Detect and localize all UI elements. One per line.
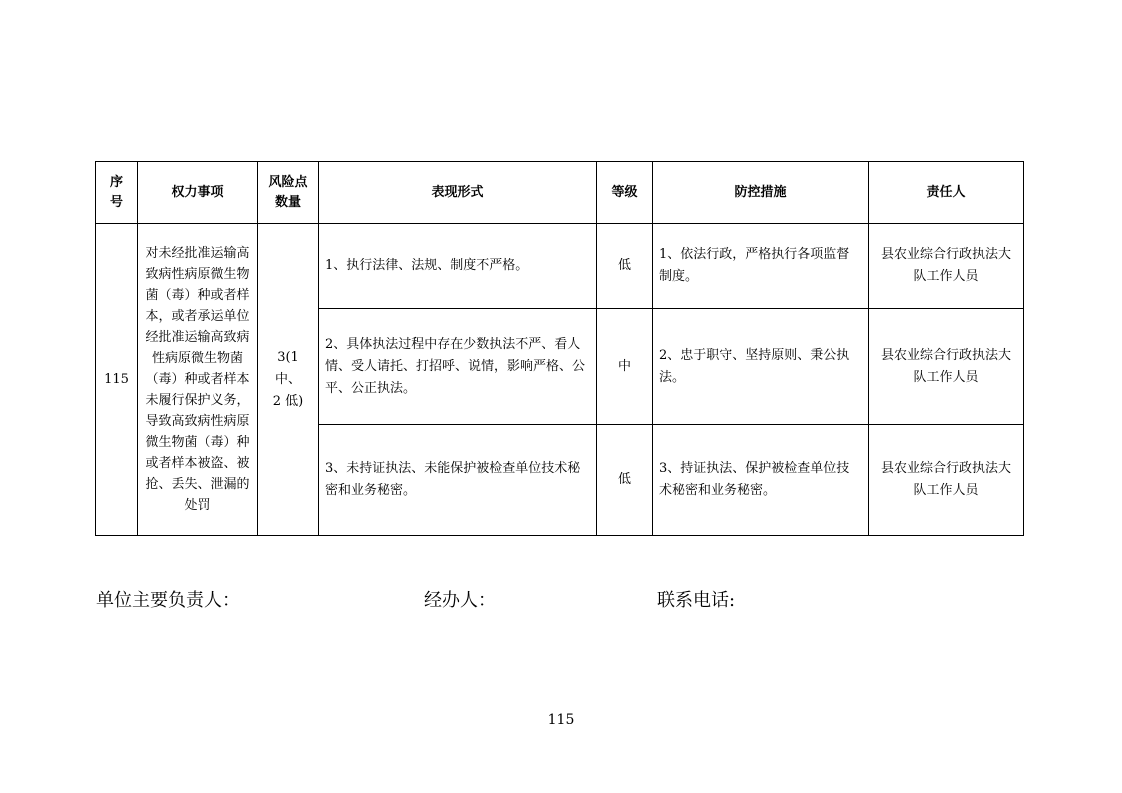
header-count-line-2: 数量 <box>274 194 301 210</box>
header-measure: 防控措施 <box>653 162 869 224</box>
header-item: 权力事项 <box>138 162 258 224</box>
header-no-line-1: 序 <box>109 174 123 190</box>
record-count-line-2: 2 低) <box>272 393 304 409</box>
risk-level-3: 低 <box>597 425 653 536</box>
record-no: 115 <box>96 224 138 536</box>
risk-level-1: 低 <box>597 224 653 309</box>
record-item: 对未经批准运输高致病性病原微生物菌（毒）种或者样本，或者承运单位经批准运输高致病性病原微生物菌（毒）种或者样本未履行保护义务，导致高致病性病原微生物菌（毒）种或者样本被盗、被抢、丢失、泄漏的处罚 <box>138 224 258 536</box>
risk-form-2: 2、具体执法过程中存在少数执法不严、看人情、受人请托、打招呼、说情，影响严格、公平、公正执法。 <box>319 309 597 425</box>
footer-phone-label: 联系电话: <box>657 590 736 611</box>
risk-measure-3: 3、持证执法、保护被检查单位技术秘密和业务秘密。 <box>653 425 869 536</box>
table-row <box>96 224 1024 309</box>
header-count <box>258 162 319 224</box>
header-person: 责任人 <box>869 162 1024 224</box>
table-header-row <box>96 162 1024 224</box>
header-no-line-2: 号 <box>109 194 123 210</box>
risk-person-3: 县农业综合行政执法大队工作人员 <box>869 425 1024 536</box>
header-level: 等级 <box>597 162 653 224</box>
risk-measure-1: 1、依法行政，严格执行各项监督制度。 <box>653 224 869 309</box>
header-count-line-1: 风险点 <box>268 174 308 190</box>
risk-table <box>95 161 1024 536</box>
risk-person-1: 县农业综合行政执法大队工作人员 <box>869 224 1024 309</box>
header-form: 表现形式 <box>319 162 597 224</box>
risk-form-1: 1、执行法律、法规、制度不严格。 <box>319 224 597 309</box>
header-no <box>96 162 138 224</box>
risk-form-3: 3、未持证执法、未能保护被检查单位技术秘密和业务秘密。 <box>319 425 597 536</box>
risk-level-2: 中 <box>597 309 653 425</box>
record-count-line-1: 3(1 中、 <box>274 349 301 387</box>
footer-leader-label: 单位主要负责人： <box>96 590 240 611</box>
footer-handler-label: 经办人： <box>424 590 496 611</box>
record-count <box>258 224 319 536</box>
page-number: 115 <box>547 712 575 728</box>
risk-person-2: 县农业综合行政执法大队工作人员 <box>869 309 1024 425</box>
risk-measure-2: 2、忠于职守、坚持原则、秉公执法。 <box>653 309 869 425</box>
